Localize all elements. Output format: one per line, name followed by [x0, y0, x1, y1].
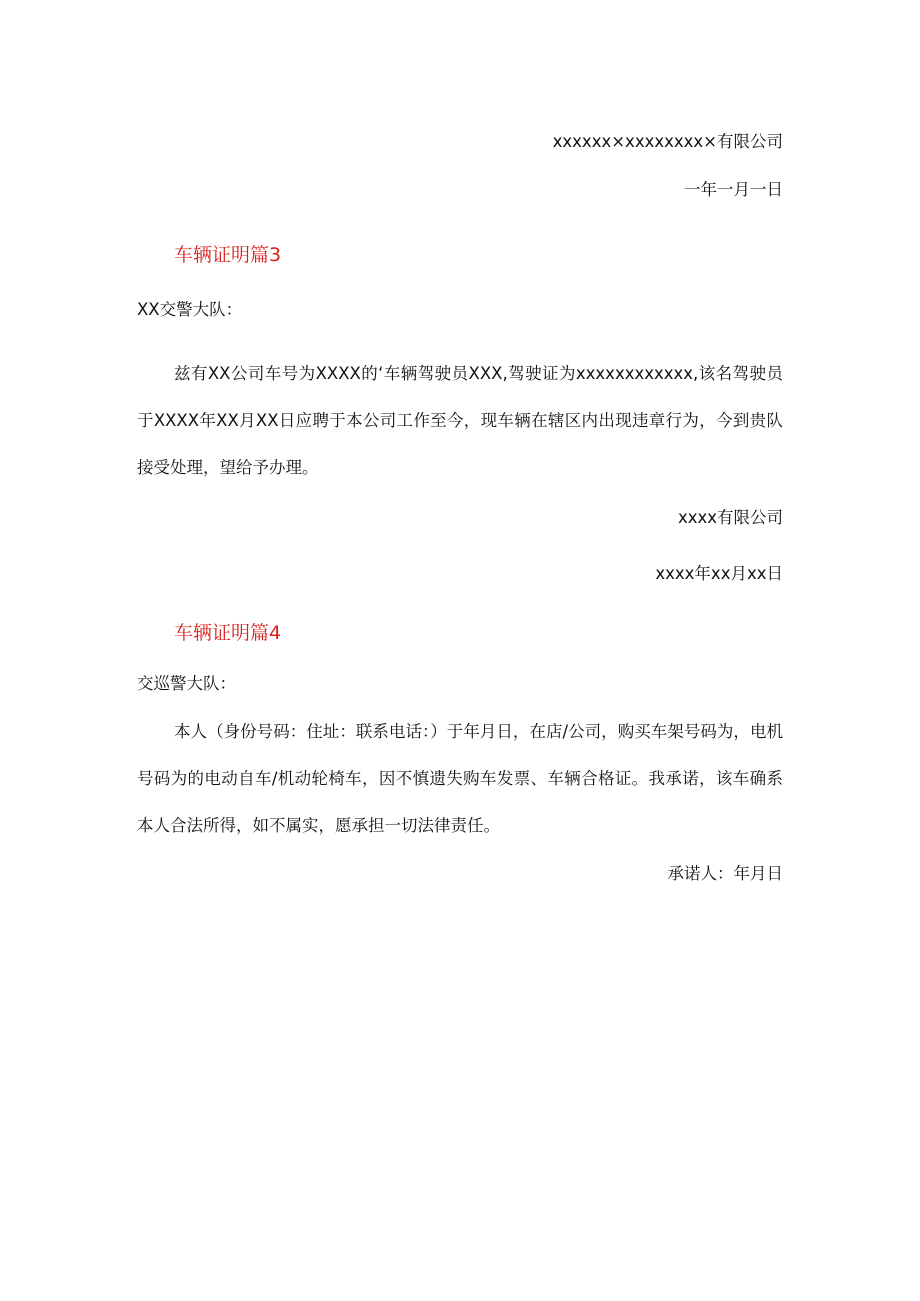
addressee: 交巡警大队：: [137, 674, 236, 693]
addressee: XX交警大队：: [137, 300, 243, 319]
section-heading: 车辆证明篇4: [174, 622, 282, 644]
section-heading: 车辆证明篇3: [174, 244, 282, 266]
company-signature: xxxxxx×xxxxxxxx×有限公司: [552, 132, 783, 151]
body-paragraph: 本人（身份号码：住址：联系电话：）于年月日，在店/公司，购买车架号码为，电机号码为的电动自车/机动轮椅车，因不慎遗失购车发票、车辆合格证。我承诺，该车确系本人合法所得，如不属实，愿承担一切法律责任。: [137, 722, 783, 835]
company-signature: xxxx有限公司: [677, 508, 783, 527]
signature-date: xxxx年xx月xx日: [655, 564, 783, 583]
signature-date: 一年一月一日: [684, 180, 783, 199]
body-paragraph: 兹有XX公司车号为XXXX的‘车辆驾驶员XXX,驾驶证为xxxxxxxxxxxx,该名驾驶员于XXXX年XX月XX日应聘于本公司工作至今，现车辆在辖区内出现违章行为，今到贵队接受处理，望给予办理。: [137, 364, 783, 477]
signature-line: 承诺人：年月日: [667, 864, 783, 883]
